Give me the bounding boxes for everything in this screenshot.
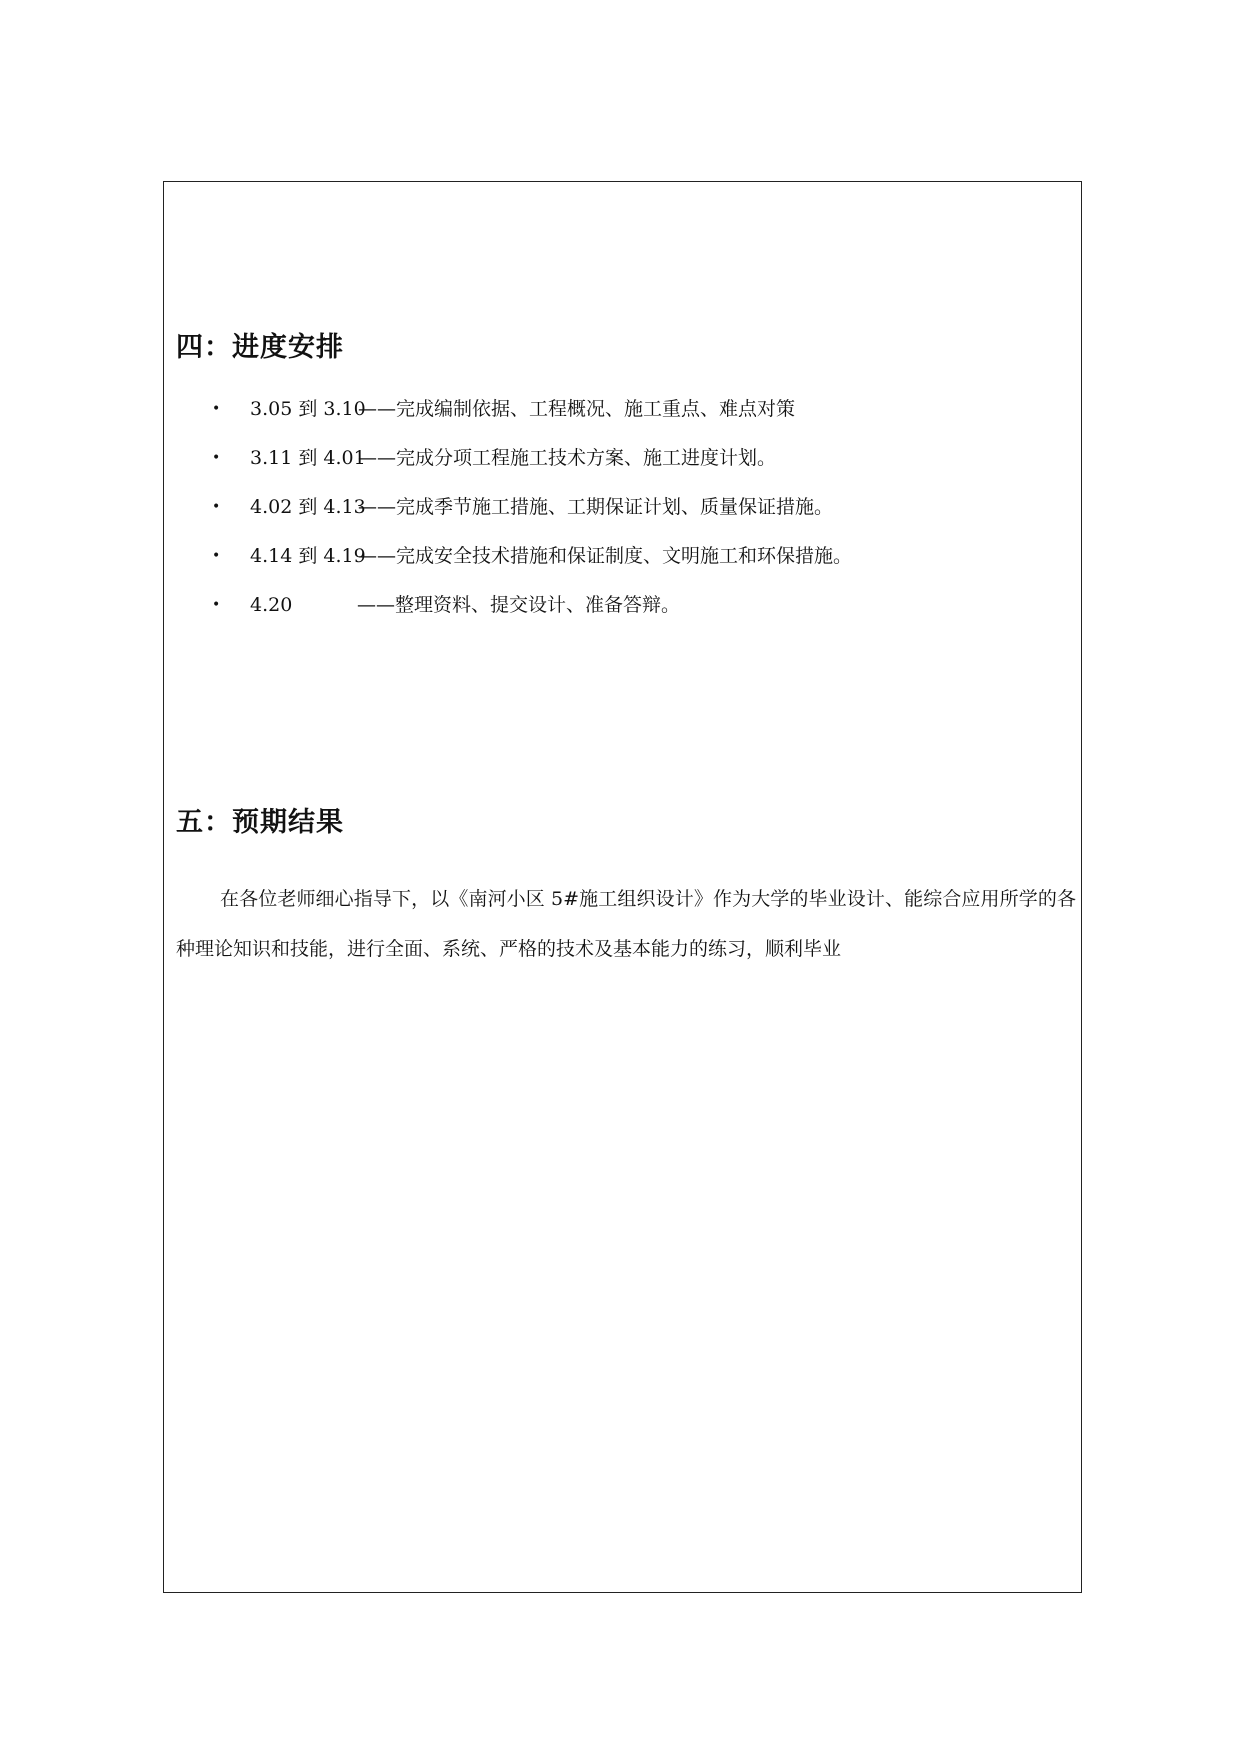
schedule-date: 3.05 到 3.10 xyxy=(250,398,366,420)
section-heading-expected-results: 五：预期结果 xyxy=(176,807,344,838)
bullet-icon: • xyxy=(212,450,221,466)
schedule-item xyxy=(176,590,1056,639)
bullet-icon: • xyxy=(212,548,221,564)
schedule-item xyxy=(176,394,1056,443)
expected-results-paragraph: 在各位老师细心指导下，以《南河小区 5#施工组织设计》作为大学的毕业设计、能综合应用所学的各种理论知识和技能，进行全面、系统、严格的技术及基本能力的练习，顺利毕业 xyxy=(176,888,1076,960)
schedule-date: 3.11 到 4.01 xyxy=(250,447,366,469)
section-heading-schedule: 四：进度安排 xyxy=(176,332,344,363)
schedule-task: ——完成安全技术措施和保证制度、文明施工和环保措施。 xyxy=(358,545,853,567)
bullet-icon: • xyxy=(212,597,221,613)
schedule-task: ——完成季节施工措施、工期保证计划、质量保证措施。 xyxy=(358,496,834,518)
schedule-item xyxy=(176,443,1056,492)
schedule-date: 4.20 xyxy=(250,594,293,616)
schedule-item xyxy=(176,492,1056,541)
schedule-task: ——完成编制依据、工程概况、施工重点、难点对策 xyxy=(358,398,796,420)
schedule-date: 4.02 到 4.13 xyxy=(250,496,366,518)
bullet-icon: • xyxy=(212,401,221,417)
schedule-task: ——整理资料、提交设计、准备答辩。 xyxy=(357,594,681,616)
schedule-list xyxy=(176,394,1056,639)
schedule-date: 4.14 到 4.19 xyxy=(250,545,366,567)
schedule-item xyxy=(176,541,1056,590)
bullet-icon: • xyxy=(212,499,221,515)
schedule-task: ——完成分项工程施工技术方案、施工进度计划。 xyxy=(358,447,777,469)
